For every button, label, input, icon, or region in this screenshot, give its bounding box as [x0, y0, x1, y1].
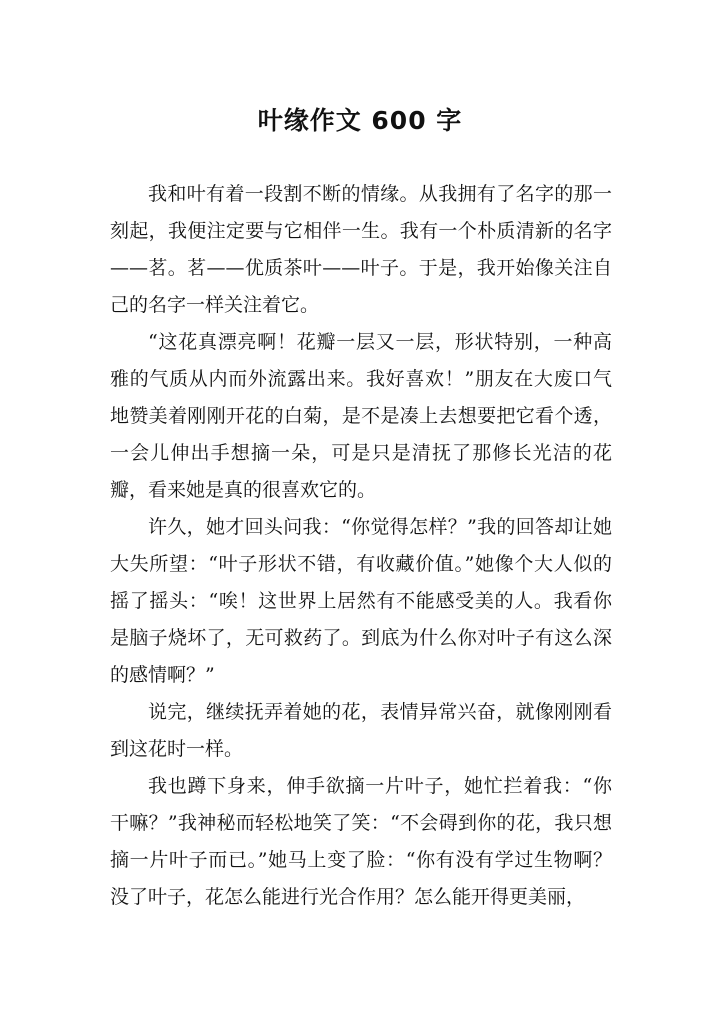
paragraph-2: “这花真漂亮啊！花瓣一层又一层，形状特别，一种高雅的气质从内而外流露出来。我好喜欢！”朋友在大废口气地赞美着刚刚开花的白菊，是不是凑上去想要把它看个透，一会儿伸出手想摘一朵，可是只是清抚了那修长光洁的花瓣，看来她是真的很喜欢它的。 [110, 331, 612, 501]
document-title: 叶缘作文 600 字 [257, 105, 463, 135]
paragraph-1: 我和叶有着一段割不断的情缘。从我拥有了名字的那一刻起，我便注定要与它相伴一生。我有一个朴质清新的名字——茗。茗——优质茶叶——叶子。于是，我开始像关注自己的名字一样关注着它。 [110, 183, 612, 316]
paragraph-4: 说完，继续抚弄着她的花，表情异常兴奋，就像刚刚看到这花时一样。 [110, 701, 612, 760]
paragraph-5: 我也蹲下身来，伸手欲摘一片叶子，她忙拦着我：“你干嘛？”我神秘而轻松地笑了笑：“不会碍到你的花，我只想摘一片叶子而已。”她马上变了脸：“你有没有学过生物啊？没了叶子，花怎么能进行光合作用？怎么能开得更美丽， [110, 775, 612, 908]
paragraph-3: 许久，她才回头问我：“你觉得怎样？”我的回答却让她大失所望：“叶子形状不错，有收藏价值。”她像个大人似的摇了摇头：“唉！这世界上居然有不能感受美的人。我看你是脑子烧坏了，无可救药了。到底为什么你对叶子有这么深的感情啊？” [110, 516, 612, 686]
document-body [110, 176, 612, 916]
